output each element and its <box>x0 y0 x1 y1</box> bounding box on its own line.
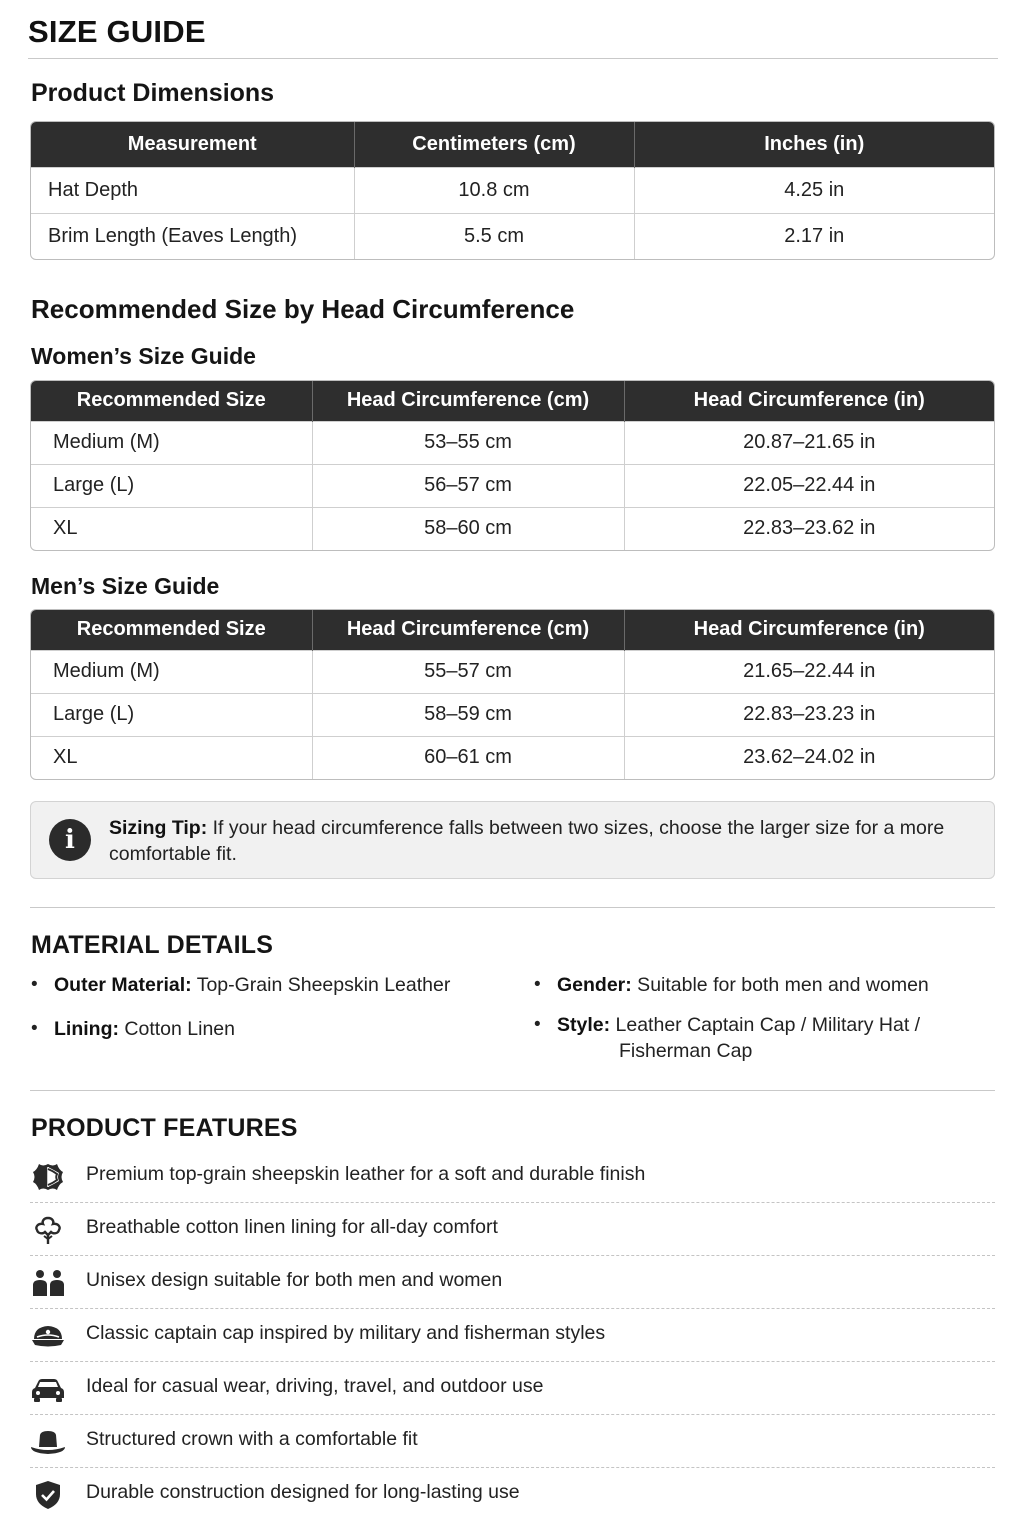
table-row <box>31 464 994 507</box>
table-cell: Medium (M) <box>31 421 312 464</box>
table-cell: XL <box>31 507 312 550</box>
feature-text: Structured crown with a comfortable fit <box>86 1428 418 1450</box>
feature-item <box>30 1309 995 1362</box>
title-divider <box>28 58 998 59</box>
material-value: Leather Captain Cap / Military Hat / <box>610 1014 921 1036</box>
table-cell: XL <box>31 736 312 779</box>
car-icon <box>30 1374 66 1404</box>
table-cell: 56–57 cm <box>312 464 624 507</box>
table-cell: Large (L) <box>31 693 312 736</box>
section-divider <box>30 1090 995 1091</box>
table-cell: Medium (M) <box>31 650 312 693</box>
table-cell: 10.8 cm <box>354 167 634 213</box>
people-icon <box>30 1268 66 1298</box>
table-cell: 23.62–24.02 in <box>624 736 994 779</box>
table-cell: 58–60 cm <box>312 507 624 550</box>
cotton-flower-icon <box>30 1215 66 1245</box>
table-cell: 22.83–23.23 in <box>624 693 994 736</box>
table-row <box>31 421 994 464</box>
material-value: Suitable for both men and women <box>631 974 929 996</box>
women-guide-heading: Women’s Size Guide <box>31 343 256 369</box>
column-header: Head Circumference (in) <box>624 381 994 421</box>
column-header: Recommended Size <box>31 381 312 421</box>
features-heading: PRODUCT FEATURES <box>31 1114 298 1142</box>
feature-item <box>30 1203 995 1256</box>
feature-item <box>30 1468 995 1521</box>
feature-text: Ideal for casual wear, driving, travel, and outdoor use <box>86 1375 544 1397</box>
material-value-continued: Fisherman Cap <box>619 1040 753 1062</box>
table-cell: 22.83–23.62 in <box>624 507 994 550</box>
table-row <box>31 213 994 259</box>
column-header: Head Circumference (in) <box>624 610 994 650</box>
column-header: Measurement <box>31 122 354 167</box>
feature-text: Unisex design suitable for both men and women <box>86 1269 503 1291</box>
column-header: Recommended Size <box>31 610 312 650</box>
dimensions-heading: Product Dimensions <box>31 79 275 107</box>
table-row <box>31 167 994 213</box>
bullet: • <box>31 974 38 995</box>
table-cell: Large (L) <box>31 464 312 507</box>
feature-text: Durable construction designed for long-lasting use <box>86 1481 520 1503</box>
table-cell: Hat Depth <box>31 167 354 213</box>
table-header-row <box>31 381 994 421</box>
feature-text: Breathable cotton linen lining for all-day comfort <box>86 1216 498 1238</box>
column-header: Head Circumference (cm) <box>312 610 624 650</box>
men-guide-heading: Men’s Size Guide <box>31 573 220 599</box>
table-cell: 22.05–22.44 in <box>624 464 994 507</box>
feature-item <box>30 1150 995 1203</box>
material-value: Cotton Linen <box>118 1018 235 1040</box>
bullet: • <box>534 974 541 995</box>
table-cell: 5.5 cm <box>354 213 634 259</box>
table-cell: 58–59 cm <box>312 693 624 736</box>
column-header: Inches (in) <box>634 122 994 167</box>
leather-hide-icon <box>30 1162 66 1192</box>
table-cell: 60–61 cm <box>312 736 624 779</box>
material-label: Style: <box>557 1014 611 1036</box>
section-divider <box>30 907 995 908</box>
table-row <box>31 693 994 736</box>
material-label: Gender: <box>557 974 632 996</box>
recommended-heading: Recommended Size by Head Circumference <box>31 294 575 324</box>
table-row <box>31 507 994 550</box>
info-icon: i <box>49 819 91 861</box>
sizing-tip-label: Sizing Tip: <box>109 817 208 839</box>
page-title: SIZE GUIDE <box>28 14 206 49</box>
feature-item <box>30 1415 995 1468</box>
shield-check-icon <box>30 1480 66 1510</box>
sizing-tip-body: If your head circumference falls between two sizes, choose the larger size for a more comfortable fit. <box>109 817 945 865</box>
table-cell: Brim Length (Eaves Length) <box>31 213 354 259</box>
feature-text: Classic captain cap inspired by military and fisherman styles <box>86 1322 606 1344</box>
table-cell: 4.25 in <box>634 167 994 213</box>
column-header: Head Circumference (cm) <box>312 381 624 421</box>
material-heading: MATERIAL DETAILS <box>31 931 274 959</box>
bullet: • <box>534 1014 541 1035</box>
dimensions-table <box>30 121 995 260</box>
hat-icon <box>30 1427 66 1457</box>
table-header-row <box>31 122 994 167</box>
material-label: Outer Material: <box>54 974 192 996</box>
bullet: • <box>31 1018 38 1039</box>
material-item-style <box>534 1012 994 1066</box>
table-cell: 55–57 cm <box>312 650 624 693</box>
feature-text: Premium top-grain sheepskin leather for a soft and durable finish <box>86 1163 646 1185</box>
material-value: Top-Grain Sheepskin Leather <box>191 974 451 996</box>
table-cell: 2.17 in <box>634 213 994 259</box>
table-header-row <box>31 610 994 650</box>
captain-cap-icon <box>30 1321 66 1351</box>
column-header: Centimeters (cm) <box>354 122 634 167</box>
material-label: Lining: <box>54 1018 119 1040</box>
sizing-tip-text <box>109 815 979 867</box>
women-size-table <box>30 380 995 551</box>
feature-item <box>30 1362 995 1415</box>
table-cell: 53–55 cm <box>312 421 624 464</box>
sizing-tip-box <box>30 801 995 879</box>
feature-item <box>30 1256 995 1309</box>
table-row <box>31 650 994 693</box>
table-cell: 20.87–21.65 in <box>624 421 994 464</box>
table-row <box>31 736 994 779</box>
men-size-table <box>30 609 995 780</box>
table-cell: 21.65–22.44 in <box>624 650 994 693</box>
